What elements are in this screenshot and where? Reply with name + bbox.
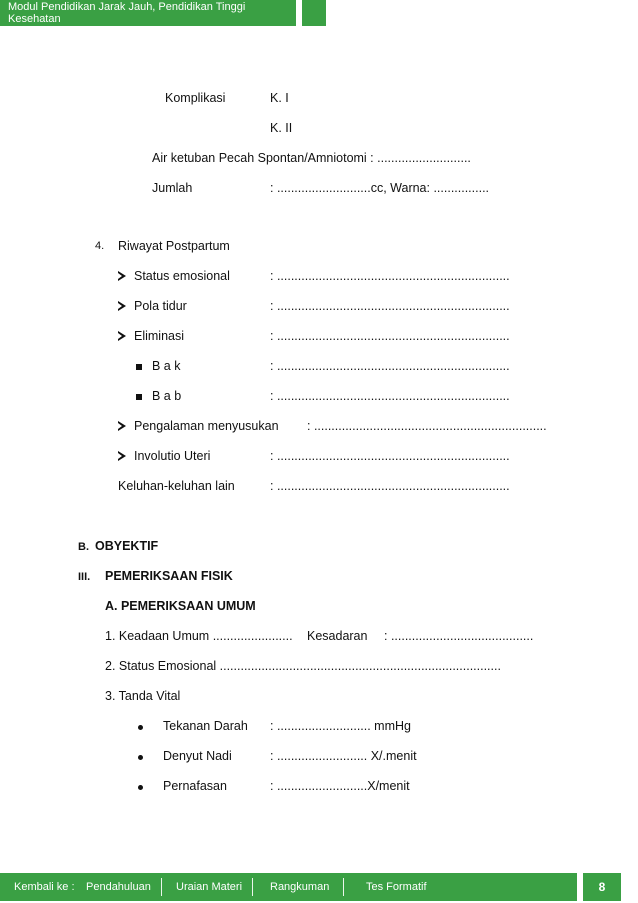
dot-bullet-icon xyxy=(138,725,143,730)
bak-label: B a k xyxy=(152,359,181,373)
footer-nav xyxy=(0,873,577,901)
nav-rangkuman-link[interactable]: Rangkuman xyxy=(270,881,330,893)
komplikasi-k2: K. II xyxy=(270,121,293,135)
nav-pendahuluan-link[interactable]: Pendahuluan xyxy=(86,881,151,893)
pernafasan-label: Pernafasan xyxy=(163,779,227,793)
postpartum-title: Riwayat Postpartum xyxy=(118,239,230,253)
nav-uraian-materi-link[interactable]: Uraian Materi xyxy=(176,881,243,893)
nav-tes-formatif-link[interactable]: Tes Formatif xyxy=(366,881,427,893)
obyektif-title: OBYEKTIF xyxy=(95,539,159,553)
pemeriksaan-title: PEMERIKSAAN FISIK xyxy=(105,569,233,583)
keluhan-lain-label: Keluhan-keluhan lain xyxy=(118,479,235,493)
eliminasi-value: : ................................................................... xyxy=(270,329,510,343)
denyut-nadi-label: Denyut Nadi xyxy=(163,749,232,763)
kembali-label: Kembali ke : xyxy=(14,881,75,893)
tanda-vital-title: 3. Tanda Vital xyxy=(105,689,181,703)
arrow-bullet-icon xyxy=(118,331,126,341)
status-emosional-field: 2. Status Emosional ................................................................................. xyxy=(105,659,501,673)
arrow-bullet-icon xyxy=(118,421,126,431)
nav-divider xyxy=(252,878,253,896)
kesadaran-value: : ......................................... xyxy=(384,629,534,643)
obyektif-number: B. xyxy=(78,541,89,553)
square-bullet-icon xyxy=(136,364,142,370)
denyut-nadi-value: : .......................... X/.menit xyxy=(270,749,417,763)
page-number-box xyxy=(583,873,621,901)
pengalaman-menyusukan-value: : ................................................................... xyxy=(307,419,547,433)
tekanan-darah-value: : ........................... mmHg xyxy=(270,719,411,733)
pemeriksaan-umum-title: A. PEMERIKSAAN UMUM xyxy=(105,599,256,613)
bab-label: B a b xyxy=(152,389,182,403)
jumlah-label: Jumlah xyxy=(152,181,193,195)
page-header xyxy=(0,0,296,26)
kesadaran-label: Kesadaran xyxy=(307,629,368,643)
pola-tidur-value: : ................................................................... xyxy=(270,299,510,313)
status-emosional-label: Status emosional xyxy=(134,269,230,283)
pernafasan-value: : ..........................X/menit xyxy=(270,779,410,793)
jumlah-value: : ...........................cc, Warna: ................ xyxy=(270,181,490,195)
bak-value: : ................................................................... xyxy=(270,359,510,373)
keluhan-lain-value: : ................................................................... xyxy=(270,479,510,493)
komplikasi-k1: K. I xyxy=(270,91,289,105)
eliminasi-label: Eliminasi xyxy=(134,329,185,343)
pengalaman-menyusukan-label: Pengalaman menyusukan xyxy=(134,419,279,433)
dot-bullet-icon xyxy=(138,785,143,790)
header-title: Modul Pendidikan Jarak Jauh, Pendidikan Tinggi Kesehatan xyxy=(8,1,246,25)
pola-tidur-label: Pola tidur xyxy=(134,299,187,313)
keadaan-umum-field: 1. Keadaan Umum ....................... xyxy=(105,629,293,643)
involutio-uteri-label: Involutio Uteri xyxy=(134,449,211,463)
arrow-bullet-icon xyxy=(118,271,126,281)
dot-bullet-icon xyxy=(138,755,143,760)
nav-divider xyxy=(161,878,162,896)
involutio-uteri-value: : ................................................................... xyxy=(270,449,510,463)
status-emosional-value: : ................................................................... xyxy=(270,269,510,283)
bab-value: : ................................................................... xyxy=(270,389,510,403)
komplikasi-label: Komplikasi xyxy=(165,91,226,105)
tekanan-darah-label: Tekanan Darah xyxy=(163,719,248,733)
air-ketuban-field: Air ketuban Pecah Spontan/Amniotomi : ........................... xyxy=(152,151,471,165)
arrow-bullet-icon xyxy=(118,301,126,311)
pemeriksaan-number: III. xyxy=(78,571,91,583)
nav-divider xyxy=(343,878,344,896)
page-number: 8 xyxy=(598,880,606,894)
header-accent-square xyxy=(302,0,326,26)
arrow-bullet-icon xyxy=(118,451,126,461)
postpartum-number: 4. xyxy=(95,240,105,252)
square-bullet-icon xyxy=(136,394,142,400)
